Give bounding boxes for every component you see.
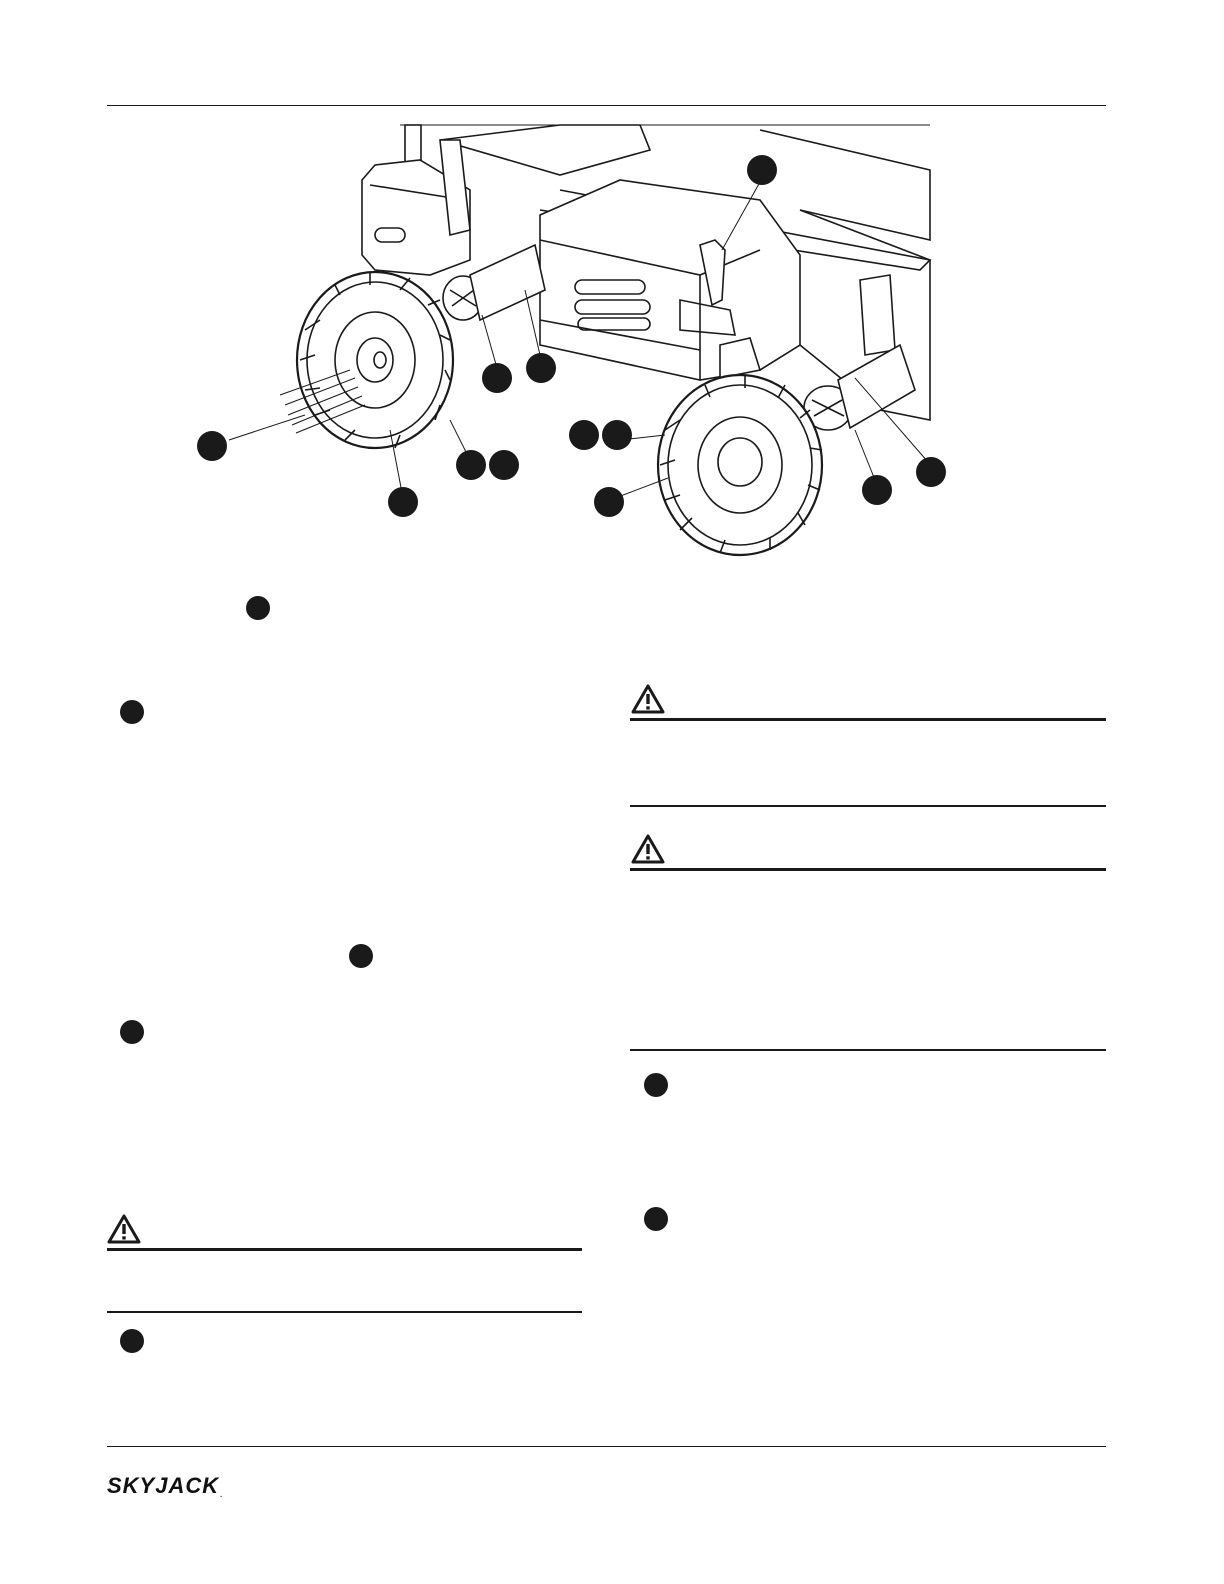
warning-icon (631, 834, 665, 864)
step-marker (644, 1207, 668, 1231)
callout-marker (349, 944, 373, 968)
step-marker (120, 1020, 144, 1044)
skyjack-logo (107, 1473, 223, 1499)
logo-wordmark: SKYJACK (107, 1473, 220, 1498)
callout-marker (246, 596, 270, 620)
warning-top-rule (630, 868, 1106, 871)
step-marker (120, 1329, 144, 1353)
footer-rule (107, 1446, 1106, 1447)
warning-icon (631, 684, 665, 714)
warning-bottom-rule (630, 1049, 1106, 1051)
warning-icon (107, 1214, 141, 1244)
warning-top-rule (630, 718, 1106, 721)
step-marker (644, 1073, 668, 1097)
warning-top-rule (107, 1248, 582, 1251)
warning-bottom-rule (107, 1311, 582, 1313)
chassis-wheel-assembly-figure (0, 0, 1224, 600)
logo-trademark: . (220, 1492, 224, 1499)
step-marker (120, 700, 144, 724)
warning-bottom-rule (630, 805, 1106, 807)
